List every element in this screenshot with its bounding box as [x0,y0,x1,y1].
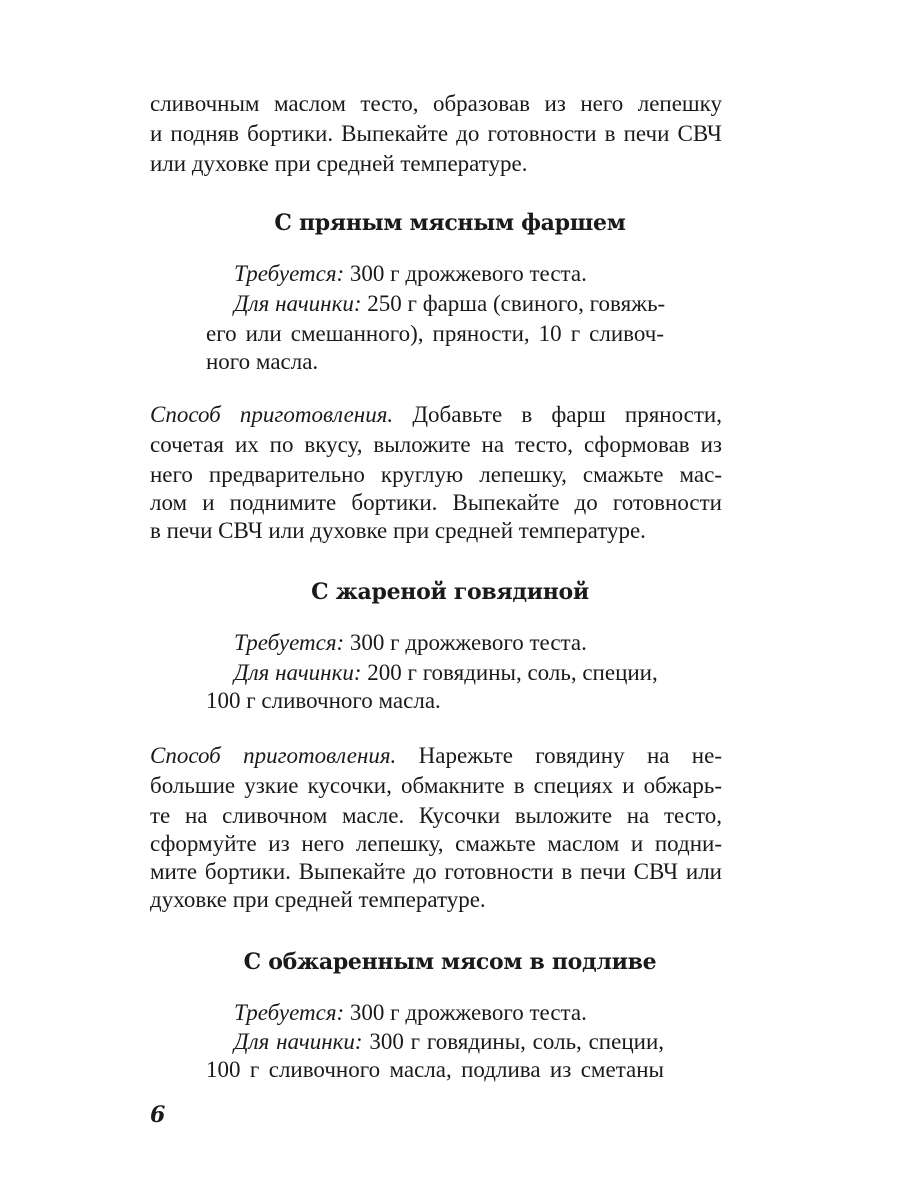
intro-line-3: или духовке при средней температуре. [150,151,528,176]
filling-label: Для начинки: [234,1029,363,1054]
intro-line-2: и подняв бортики. Выпекайте до готовности в печи СВЧ [150,121,722,146]
recipe-1-method-line-3: него предварительно круглую лепешку, смажьте мас- [150,462,722,487]
recipe-3-required [234,998,587,1028]
filling-text: 250 г фарша (свиного, говяжь- [367,291,666,316]
recipe-1-method-line-5: в печи СВЧ или духовке при средней температуре. [150,518,646,543]
required-text: 300 г дрожжевого теста. [349,630,587,655]
recipe-1-required [234,259,587,289]
required-label: Требуется: [234,261,345,286]
recipe-2-title: С жареной говядиной [311,579,589,605]
filling-label: Для начинки: [234,291,362,316]
recipe-2-filling-first [234,658,658,688]
intro-line-1: сливочным маслом тесто, образовав из него лепешку [150,91,722,116]
method-text: Добавьте в фарш пряности, [412,402,722,427]
page-number: 6 [150,1102,166,1128]
recipe-1-method-line-4: лом и поднимите бортики. Выпекайте до готовности [150,490,722,515]
recipe-2-method-line-2: большие узкие кусочки, обмакните в специях и обжарь- [150,773,722,798]
method-label: Способ приготовления. [150,402,394,427]
recipe-2-method-line-4: сформуйте из него лепешку, смажьте маслом и подни- [150,831,722,856]
recipe-3-filling-line-2: 100 г сливочного масла, подлива из сметаны [206,1057,664,1082]
recipe-1-method-line-2: сочетая их по вкусу, выложите на тесто, сформовав из [150,432,722,457]
recipe-2-required [234,628,587,658]
recipe-2-method-line-3: те на сливочном масле. Кусочки выложите на тесто, [150,803,722,828]
recipe-1-filling-line-3: ного масла. [206,349,319,374]
recipe-1-title: С пряным мясным фаршем [274,210,626,236]
filling-text: 200 г говядины, соль, специи, [367,660,658,685]
required-text: 300 г дрожжевого теста. [349,261,587,286]
recipe-2-method-line-1 [150,741,722,771]
required-label: Требуется: [234,1000,345,1025]
recipe-2-method-line-5: мите бортики. Выпекайте до готовности в печи СВЧ или [150,859,722,884]
required-label: Требуется: [234,630,345,655]
recipe-3-filling-first [234,1027,664,1057]
filling-label: Для начинки: [234,660,362,685]
recipe-1-filling-line-2: его или смешанного), пряности, 10 г сливоч- [206,321,664,346]
recipe-3-title: С обжаренным мясом в подливе [243,949,657,975]
method-label: Способ приготовления. [150,743,397,768]
required-text: 300 г дрожжевого теста. [349,1000,587,1025]
recipe-2-filling-line-2: 100 г сливочного масла. [206,688,441,713]
recipe-1-filling-first [234,289,664,319]
filling-text: 300 г говядины, соль, специи, [369,1029,665,1054]
recipe-2-method-line-6: духовке при средней температуре. [150,887,486,912]
recipe-1-method-line-1 [150,400,722,430]
method-text: Нарежьте говядину на не- [418,743,722,768]
